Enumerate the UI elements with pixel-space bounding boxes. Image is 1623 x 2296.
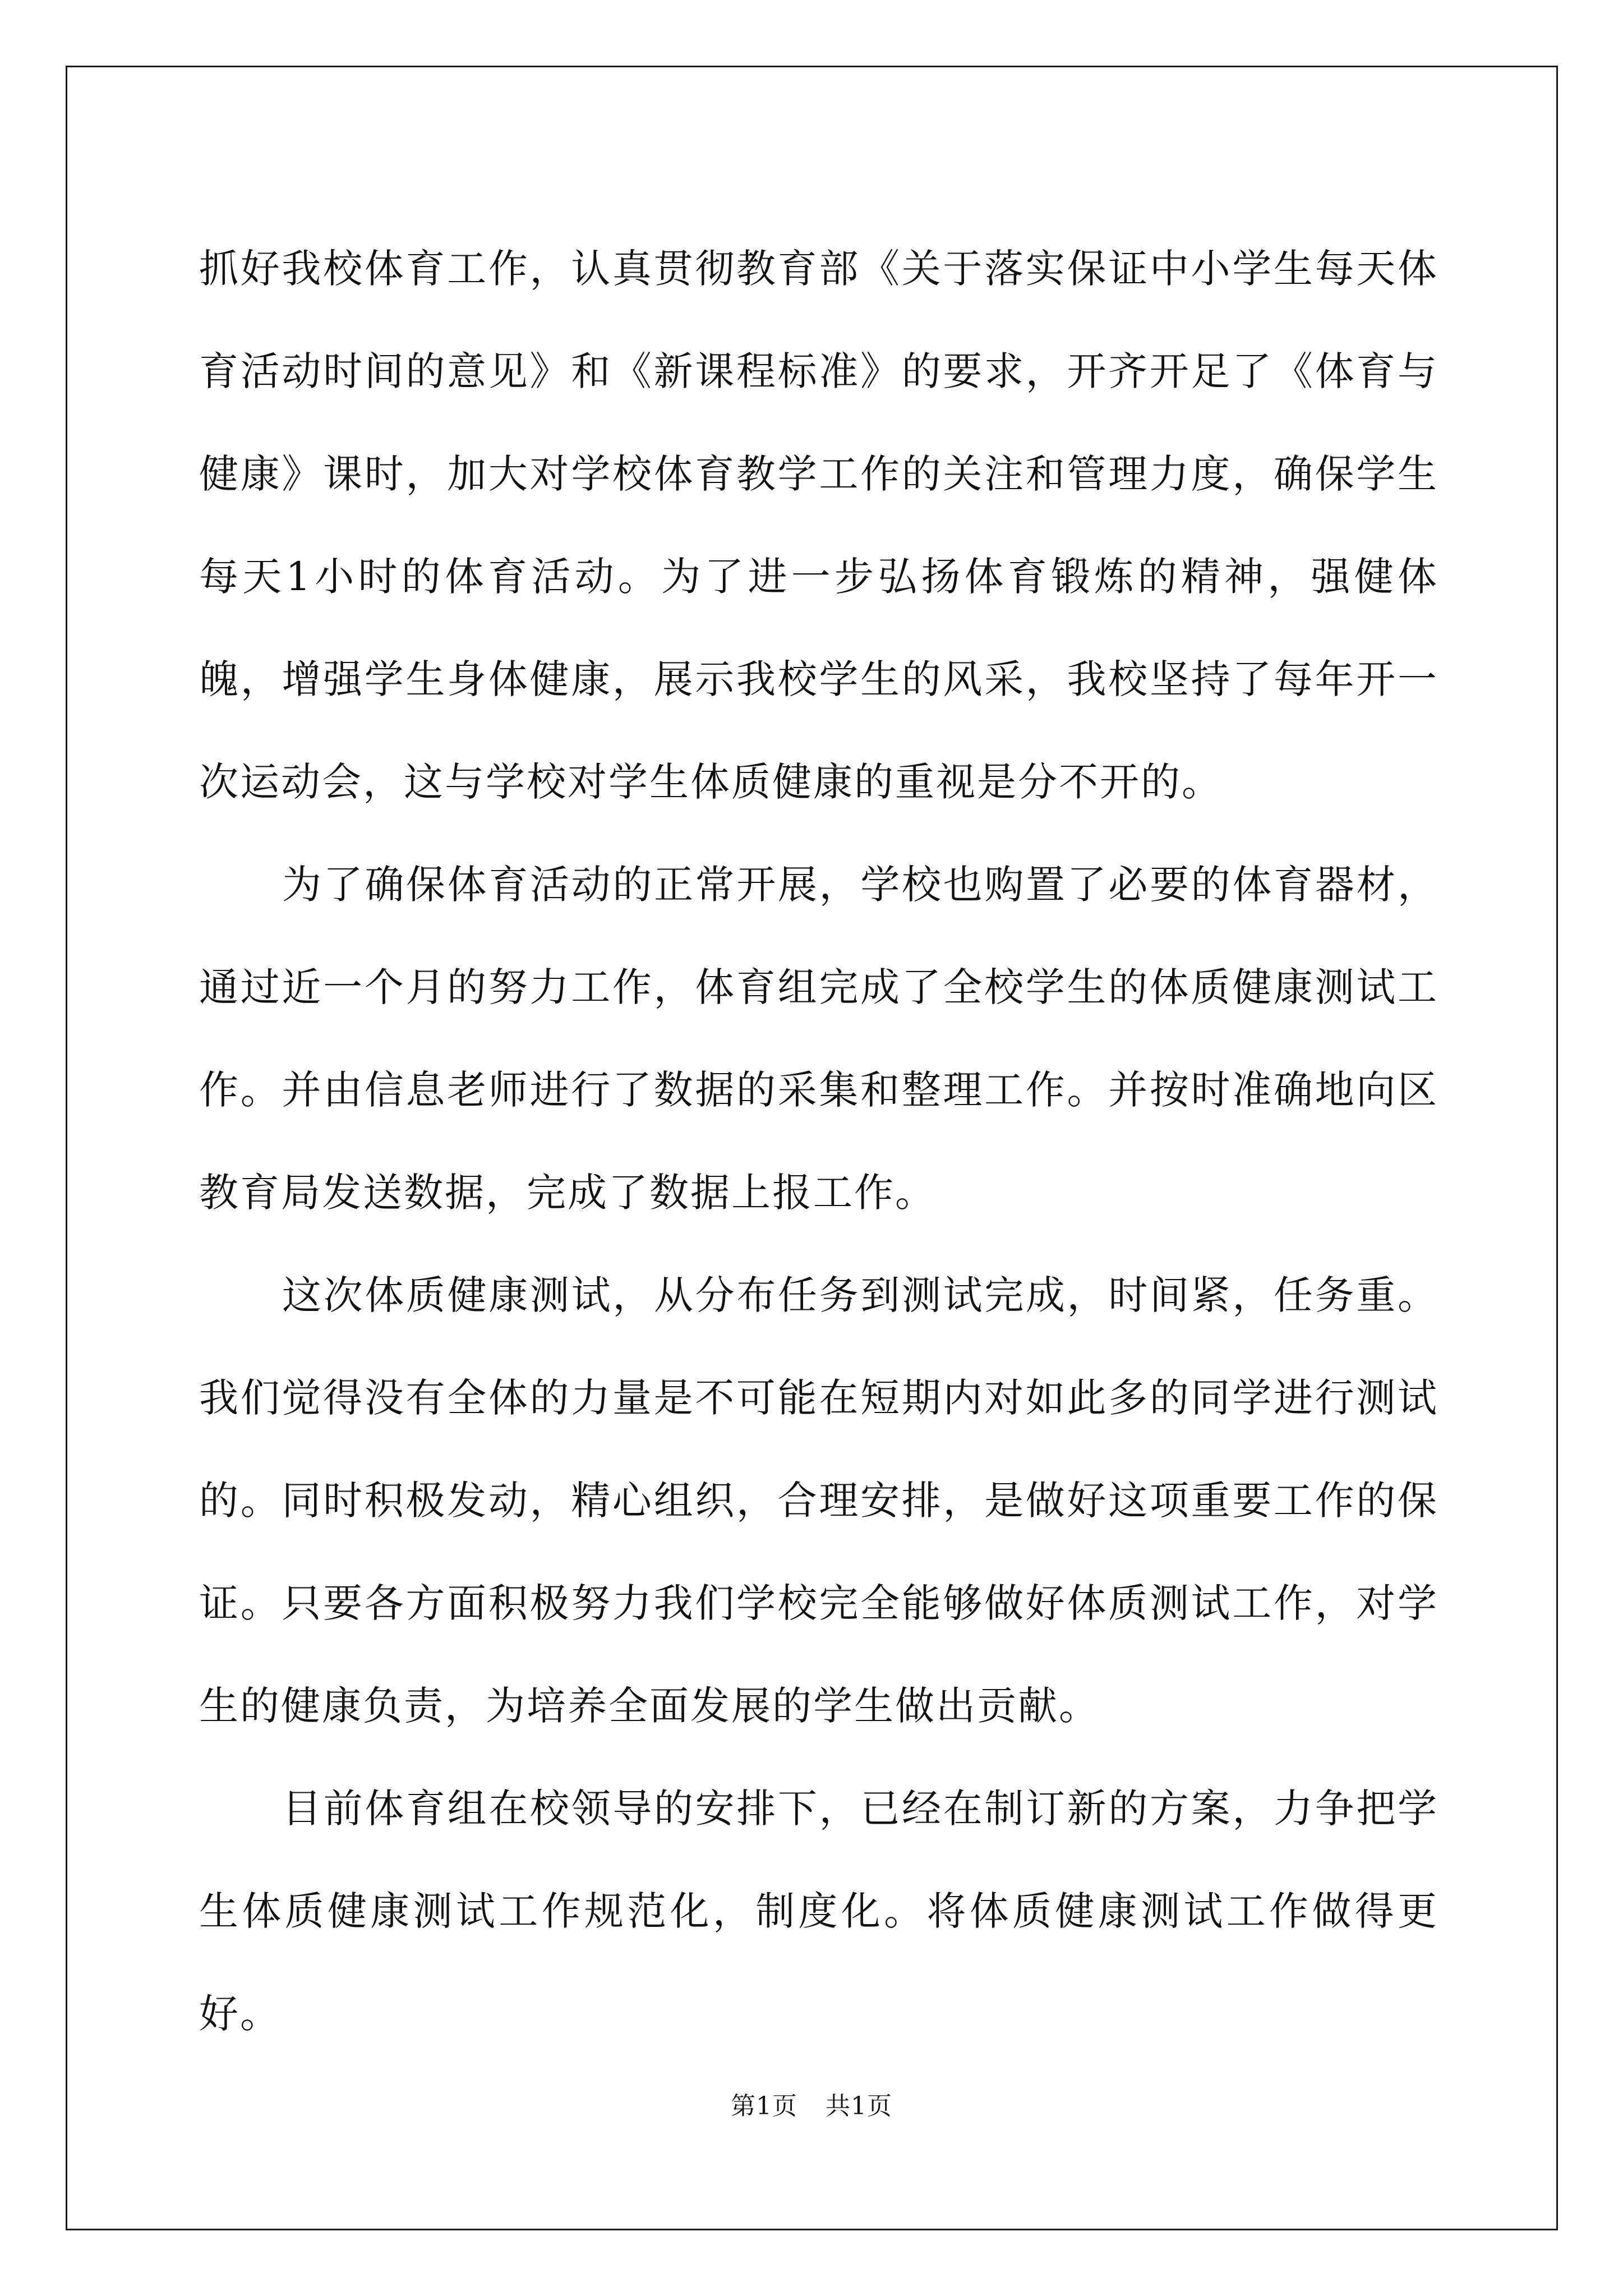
paragraph-4: 目前体育组在校领导的安排下，已经在制订新的方案，力争把学生体质健康测试工作规范化，制度化。将体质健康测试工作做得更好。 bbox=[199, 1786, 1438, 2037]
paragraph-2: 为了确保体育活动的正常开展，学校也购置了必要的体育器材，通过近一个月的努力工作，体育组完成了全校学生的体质健康测试工作。并由信息老师进行了数据的采集和整理工作。并按时准确地向区教育局发送数据，完成了数据上报工作。 bbox=[199, 862, 1438, 1216]
document-body bbox=[199, 218, 1438, 2065]
page-number-total: 共1页 bbox=[826, 2092, 892, 2120]
page-number-current: 第1页 bbox=[731, 2092, 797, 2120]
paragraph-1: 抓好我校体育工作，认真贯彻教育部《关于落实保证中小学生每天体育活动时间的意见》和《新课程标准》的要求，开齐开足了《体育与健康》课时，加大对学校体育教学工作的关注和管理力度，确保学生每天1小时的体育活动。为了进一步弘扬体育锻炼的精神，强健体魄，增强学生身体健康，展示我校学生的风采，我校坚持了每年开一次运动会，这与学校对学生体质健康的重视是分不开的。 bbox=[199, 246, 1438, 805]
page-footer bbox=[0, 2086, 1623, 2122]
paragraph-3: 这次体质健康测试，从分布任务到测试完成，时间紧，任务重。我们觉得没有全体的力量是不可能在短期内对如此多的同学进行测试的。同时积极发动，精心组织，合理安排，是做好这项重要工作的保证。只要各方面积极努力我们学校完全能够做好体质测试工作，对学生的健康负责，为培养全面发展的学生做出贡献。 bbox=[199, 1272, 1438, 1729]
